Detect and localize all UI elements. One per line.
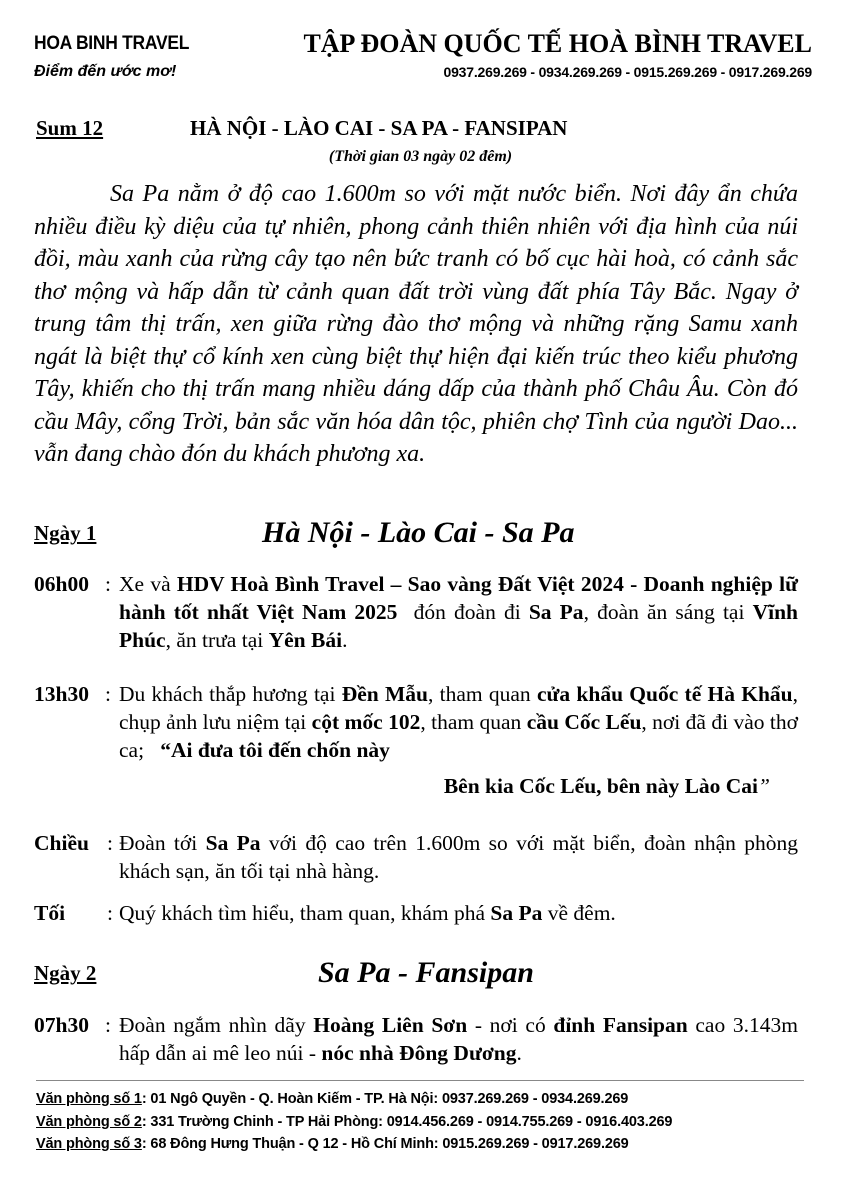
- day-1-heading: [34, 510, 804, 550]
- day-2-heading: [34, 950, 804, 990]
- entry-body: [119, 899, 798, 927]
- day-2-label: Ngày 2: [34, 961, 97, 985]
- office-address: : 331 Trường Chinh - TP Hải Phòng: 0914.456.269 - 0914.755.269 - 0916.403.269: [141, 1113, 673, 1130]
- text-bold: Sa Pa: [490, 901, 543, 925]
- text-bold: đỉnh Fansipan: [553, 1013, 688, 1037]
- day-1-title: Hà Nội - Lào Cai - Sa Pa: [262, 516, 575, 549]
- entry-time: 07h30: [34, 1013, 89, 1037]
- schedule-entry-chieu: [34, 829, 798, 885]
- text: .: [342, 628, 348, 652]
- footer-divider: [36, 1080, 804, 1081]
- text: cao 3.143m hấp dẫn ai mê leo núi -: [119, 1013, 798, 1065]
- office-address: : 68 Đông Hưng Thuận - Q 12 - Hồ Chí Minh: 0915.269.269 - 0917.269.269: [141, 1136, 629, 1152]
- entry-body: [119, 829, 798, 885]
- text: về đêm.: [542, 901, 616, 925]
- entry-colon: :: [107, 901, 113, 925]
- poem-line-2-wrap: [119, 772, 770, 800]
- entry-colon: :: [105, 572, 111, 596]
- office-line-1: [36, 1088, 816, 1111]
- entry-body: [119, 680, 804, 800]
- day-1-label: Ngày 1: [34, 521, 97, 545]
- text-bold: Hoàng Liên Sơn: [313, 1013, 468, 1037]
- day-2-title: Sa Pa - Fansipan: [318, 956, 534, 989]
- office-address: : 01 Ngô Quyền - Q. Hoàn Kiếm - TP. Hà Nội: 0937.269.269 - 0934.269.269: [141, 1091, 629, 1107]
- schedule-entry-0600: [34, 570, 798, 654]
- text: Đoàn tới: [119, 831, 206, 855]
- text-bold: Yên Bái: [268, 628, 343, 652]
- entry-body: [119, 1011, 798, 1067]
- entry-time: 06h00: [34, 572, 89, 596]
- text-bold: HDV Hoà Bình Travel – Sao vàng Đất Việt 2024 - Doanh nghiệp lữ hành tốt nhất Việt Nam 2025: [119, 572, 798, 624]
- text-bold: cột mốc 102: [311, 710, 421, 734]
- office-line-2: [36, 1111, 816, 1134]
- text-bold: Sa Pa: [205, 831, 261, 855]
- entry-colon: :: [107, 831, 113, 855]
- poem-line-1: “Ai đưa tôi đến chốn này: [160, 738, 390, 762]
- entry-colon: :: [105, 1013, 111, 1037]
- tour-duration: [0, 148, 841, 166]
- text: Đoàn ngắm nhìn dãy: [119, 1013, 314, 1037]
- text-bold: Đền Mẫu: [341, 682, 428, 706]
- hotline-numbers: 0937.269.269 - 0934.269.269 - 0915.269.269 - 0917.269.269: [443, 64, 812, 80]
- text: .: [516, 1041, 522, 1065]
- text: Xe và: [119, 572, 177, 596]
- text: Du khách thắp hương tại: [119, 682, 342, 706]
- brand-block: [34, 32, 234, 84]
- entry-time: Tối: [34, 901, 66, 925]
- entry-body: [119, 570, 798, 654]
- entry-time: Chiều: [34, 831, 89, 855]
- tour-title: HÀ NỘI - LÀO CAI - SA PA - FANSIPAN: [190, 116, 568, 140]
- footer-offices: [36, 1088, 816, 1156]
- text-bold: cầu Cốc Lếu: [526, 710, 642, 734]
- office-label: Văn phòng số 2: [36, 1113, 142, 1130]
- text: với độ cao trên 1.600m so với mặt biển, đoàn nhận phòng khách sạn, ăn tối tại nhà hàng.: [119, 831, 798, 883]
- text: - nơi có: [467, 1013, 554, 1037]
- schedule-entry-1330: [34, 680, 804, 800]
- text: đón đoàn đi: [397, 600, 529, 624]
- entry-colon: :: [105, 682, 111, 706]
- text: Quý khách tìm hiểu, tham quan, khám phá: [119, 901, 491, 925]
- company-name: TẬP ĐOÀN QUỐC TẾ HOÀ BÌNH TRAVEL: [303, 29, 812, 58]
- tour-heading: [36, 116, 806, 146]
- text-bold: Vĩnh Phúc: [119, 600, 799, 652]
- text-bold: cửa khẩu Quốc tế Hà Khẩu: [536, 682, 793, 706]
- text: , nơi đã đi vào thơ ca;: [119, 710, 804, 762]
- company-block: [300, 28, 812, 82]
- brand-name: HOA BINH TRAVEL: [34, 33, 190, 54]
- text: , chụp ảnh lưu niệm tại: [119, 682, 798, 734]
- office-line-3: [36, 1133, 816, 1156]
- entry-time: 13h30: [34, 682, 89, 706]
- office-label: Văn phòng số 1: [36, 1091, 142, 1107]
- text: , đoàn ăn sáng tại: [583, 600, 753, 624]
- schedule-entry-toi: [34, 899, 798, 927]
- schedule-entry-0730: [34, 1011, 798, 1067]
- brand-slogan: Điểm đến ước mơ!: [34, 63, 177, 80]
- intro-paragraph: Sa Pa nằm ở độ cao 1.600m so với mặt nước biển. Nơi đây ẩn chứa nhiều điều kỳ diệu của tự nhiên, phong cảnh thiên nhiên với địa hình của núi đồi, màu xanh của rừng cây tạo nên bức tranh có bố cục hài hoà, có cảnh sắc thơ mộng và hấp dẫn từ cảnh quan đất trời vùng đất phía Tây Bắc. Ngay ở trung tâm thị trấn, xen giữa rừng đào thơ mộng và những rặng Samu xanh ngát là biệt thự cổ kính xen cùng biệt thự hiện đại kiến trúc theo kiểu phương Tây, khiến cho thị trấn mang nhiều dáng dấp của thành phố Châu Âu. Còn đó cầu Mây, cổng Trời, bản sắc văn hóa dân tộc, phiên chợ Tình của người Dao... vẫn đang chào đón du khách phương xa.: [34, 181, 798, 467]
- text: , tham quan: [428, 682, 537, 706]
- poem-line-2: Bên kia Cốc Lếu, bên này Lào Cai: [443, 774, 759, 798]
- tour-duration-text: (Thời gian 03 ngày 02 đêm): [328, 148, 513, 165]
- office-label: Văn phòng số 3: [36, 1136, 142, 1152]
- tour-code: Sum 12: [36, 116, 104, 140]
- text-bold: Sa Pa: [528, 600, 584, 624]
- text-bold: nóc nhà Đông Dương: [321, 1041, 517, 1065]
- text: , ăn trưa tại: [165, 628, 269, 652]
- text: , tham quan: [420, 710, 527, 734]
- poem-close-quote: ”: [758, 774, 770, 798]
